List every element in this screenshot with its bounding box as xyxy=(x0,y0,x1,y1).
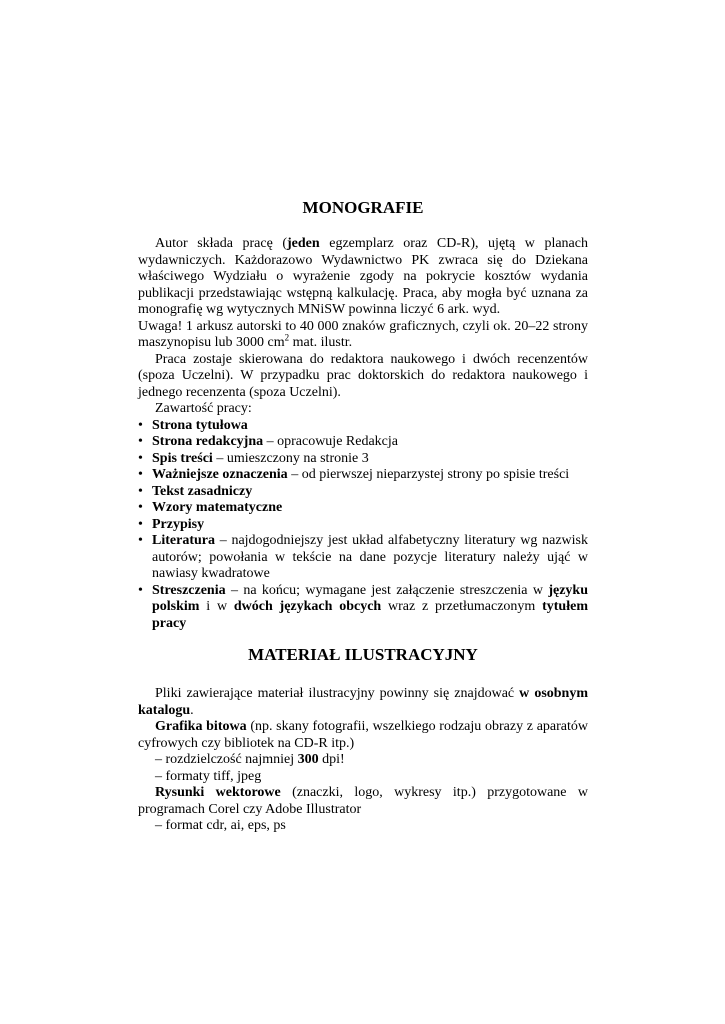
list-item: • Streszczenia – na końcu; wymagane jest załączenie streszczenia w języku polskim i w dwóch językach obcych wraz z przetłumaczonym tytułem pracy xyxy=(138,582,588,631)
bullet-icon: • xyxy=(138,516,143,532)
paragraph-reviewers: Praca zostaje skierowana do redaktora naukowego i dwóch recenzentów (spoza Uczelni). W przypadku prac doktorskich do redaktora naukowego i jednego recenzenta (spoza Uczelni). xyxy=(138,351,588,400)
list-item: • Przypisy xyxy=(138,516,205,532)
bullet-icon: • xyxy=(138,434,143,449)
vector-formats: – format cdr, ai, eps, ps xyxy=(155,818,286,833)
section-material-ilustracyjny xyxy=(138,686,588,835)
heading-monografie: MONOGRAFIE xyxy=(302,198,424,217)
bullet-icon: • xyxy=(138,450,143,466)
section-monografie xyxy=(138,236,588,632)
bullet-icon: • xyxy=(138,533,143,548)
paragraph-vector: Rysunki wektorowe (znaczki, logo, wykresy itp.) przygotowane w programach Corel czy Adobe Illustrator xyxy=(138,785,588,817)
paragraph-files: Pliki zawierające materiał ilustracyjny powinny się znajdować w osobnym katalogu. xyxy=(138,686,589,718)
list-item: • Wzory matematyczne xyxy=(138,500,283,515)
bitmap-resolution: – rozdzielczość najmniej 300 dpi! xyxy=(155,752,345,767)
contents-list xyxy=(138,418,588,633)
list-item: • Tekst zasadniczy xyxy=(138,483,253,499)
bullet-icon: • xyxy=(138,467,143,482)
list-item: • Spis treści – umieszczony na stronie 3 xyxy=(138,450,369,466)
bullet-icon: • xyxy=(138,483,143,499)
paragraph-author: Autor składa pracę (jeden egzemplarz oraz CD-R), ujętą w planach wydawniczych. Każdorazowo Wydawnictwo PK zwraca się do Dziekana właściwego Wydziału o wyrażenie zgody na pokrycie kosztów wydania publikacji przedstawiając wstępną kalkulację. Praca, aby mogła być uznana za monografię wg wytycznych MNiSW powinna liczyć 6 ark. wyd. xyxy=(138,236,588,317)
list-item: • Literatura – najdogodniejszy jest układ alfabetyczny literatury wg nazwisk autorów; powołania w tekście na dane pozycje literatury należy ująć w nawiasy kwadratowe xyxy=(138,533,588,581)
paragraph-contents-label: Zawartość pracy: xyxy=(155,401,252,416)
paragraph-bitmap: Grafika bitowa (np. skany fotografii, wszelkiego rodzaju obrazy z aparatów cyfrowych czy bibliotek na CD-R itp.) xyxy=(138,719,589,751)
list-item: • Strona redakcyjna – opracowuje Redakcja xyxy=(138,434,398,449)
bullet-icon: • xyxy=(138,582,143,598)
bitmap-formats: – formaty tiff, jpeg xyxy=(155,768,262,784)
bullet-icon: • xyxy=(138,500,143,515)
heading-material-ilustracyjny: MATERIAŁ ILUSTRACYJNY xyxy=(248,645,478,664)
list-item: • Strona tytułowa xyxy=(138,417,248,433)
paragraph-note: Uwaga! 1 arkusz autorski to 40 000 znaków graficznych, czyli ok. 20–22 strony maszynopisu lub 3000 $cm^2$ mat. ilustr. xyxy=(138,318,588,350)
bullet-icon: • xyxy=(138,417,143,433)
list-item: • Ważniejsze oznaczenia – od pierwszej nieparzystej strony po spisie treści xyxy=(138,467,570,482)
